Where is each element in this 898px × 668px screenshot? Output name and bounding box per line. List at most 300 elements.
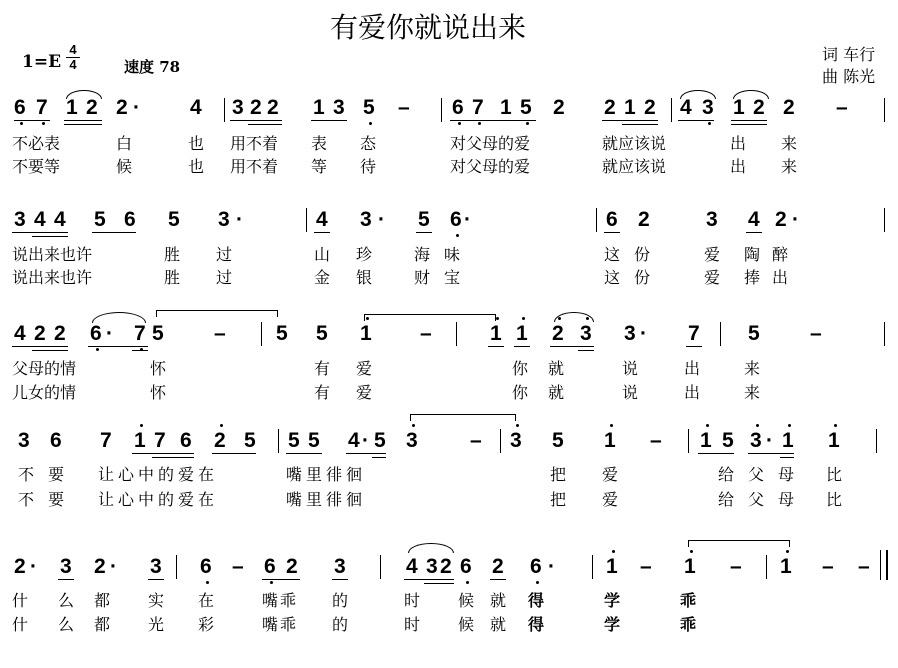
upper-octave-dot — [412, 424, 415, 427]
lyric: 给父 — [718, 465, 779, 484]
note: 1 — [782, 429, 794, 452]
lyric: 比 — [826, 490, 843, 509]
note: 3 — [334, 555, 346, 578]
upper-octave-dot — [612, 550, 615, 553]
beam-line — [372, 457, 386, 458]
beam-line — [780, 457, 794, 458]
barline — [224, 98, 225, 122]
lyric: 都 — [94, 615, 111, 634]
barline — [688, 429, 689, 453]
lyric: 爱 — [356, 359, 373, 378]
barline — [261, 322, 262, 346]
lyric: 的 — [332, 591, 349, 610]
note: 1 — [516, 322, 528, 345]
upper-octave-dot — [610, 424, 613, 427]
final-barline-thick — [886, 550, 888, 580]
tie — [156, 310, 278, 317]
note: 5 — [288, 429, 300, 452]
note: 3 — [60, 555, 72, 578]
beam-line — [12, 346, 68, 347]
lyric: 就 — [490, 591, 507, 610]
beam-line — [332, 579, 348, 580]
note: 5 — [308, 429, 320, 452]
upper-octave-dot — [786, 550, 789, 553]
note: 5 — [276, 322, 288, 345]
dot-extension: · — [106, 322, 113, 345]
lyric: 过 — [216, 268, 233, 287]
lyric: 时 — [404, 615, 421, 634]
note: 1 — [733, 96, 745, 119]
beam-line — [416, 232, 432, 233]
note: 6 — [14, 96, 26, 119]
note: 3 — [14, 208, 26, 231]
note: 4 — [190, 96, 202, 119]
lyric: 说出来也许 — [12, 245, 93, 264]
note: 3 — [706, 208, 718, 231]
note: 7 — [472, 96, 484, 119]
beam-line — [578, 350, 594, 351]
note: 7 — [100, 429, 112, 452]
note: 6 — [460, 555, 472, 578]
dash: – — [470, 429, 482, 452]
beam-line — [424, 583, 454, 584]
beam-line — [404, 579, 454, 580]
dot-extension: · — [236, 208, 243, 231]
lyric: 你 — [512, 359, 529, 378]
lyric: 来 — [744, 359, 761, 378]
dash: – — [836, 96, 848, 119]
slur — [680, 90, 716, 99]
lyric: 有 — [314, 383, 331, 402]
lyric: 白 — [116, 134, 133, 153]
note: 5 — [520, 96, 532, 119]
lyric: 学 — [604, 591, 621, 610]
beam-line — [286, 453, 322, 454]
note: 5 — [418, 208, 430, 231]
lyric: 就应该说 — [602, 157, 667, 176]
beam-line — [88, 346, 148, 347]
note: 3 — [18, 429, 30, 452]
lyric: 把 — [550, 490, 567, 509]
lyric: 陶 — [744, 245, 761, 264]
beam-line — [550, 346, 594, 347]
note: 1 — [313, 96, 325, 119]
dot-extension: · — [133, 96, 140, 119]
time-signature — [66, 44, 80, 71]
barline — [441, 98, 442, 122]
lyric: 时 — [404, 591, 421, 610]
dash: – — [858, 555, 870, 578]
note: 5 — [244, 429, 256, 452]
note: 1 — [134, 429, 146, 452]
dot-extension: · — [548, 555, 555, 578]
lyric: 怀 — [150, 359, 167, 378]
lyric: 把 — [550, 465, 567, 484]
note: 4 — [316, 208, 328, 231]
upper-octave-dot — [496, 317, 499, 320]
lyric: 就 — [548, 383, 565, 402]
note: 3 — [750, 429, 762, 452]
lyric: 母 — [778, 490, 795, 509]
dash: – — [420, 322, 432, 345]
note: 2 — [86, 96, 98, 119]
beam-line — [450, 120, 536, 121]
lower-octave-dot — [458, 122, 461, 125]
note: 2 — [34, 322, 46, 345]
note: 6 — [90, 322, 102, 345]
note: 5 — [94, 208, 106, 231]
note: 1 — [500, 96, 512, 119]
lyric: 银 — [356, 268, 373, 287]
barline — [380, 555, 381, 579]
slur — [733, 90, 769, 99]
beam-line — [602, 120, 658, 121]
note: 2 — [267, 96, 279, 119]
note: 5 — [152, 322, 164, 345]
lyric: 来 — [781, 134, 798, 153]
lyric: 母 — [778, 465, 795, 484]
lyric: 候 — [116, 157, 133, 176]
note: 4 — [14, 322, 26, 345]
lyric: 对父母的爱 — [450, 134, 531, 153]
time-signature-top: 4 — [69, 42, 77, 57]
note: 1 — [606, 555, 618, 578]
final-barline-thin — [880, 550, 881, 580]
beam-line — [686, 346, 702, 347]
beam-line — [248, 124, 282, 125]
dot-extension: · — [464, 208, 471, 231]
beam-line — [731, 124, 767, 125]
note: 4 — [680, 96, 692, 119]
lyric: 就 — [490, 615, 507, 634]
lyric: 实 — [148, 591, 165, 610]
note: 2 — [553, 96, 565, 119]
lyric: 有 — [314, 359, 331, 378]
note: 1 — [490, 322, 502, 345]
tempo-marking: 速度 78 — [124, 58, 181, 76]
upper-octave-dot — [706, 424, 709, 427]
beam-line — [148, 579, 164, 580]
note: 7 — [134, 322, 146, 345]
note: 6 — [50, 429, 62, 452]
lyric: 对父母的爱 — [450, 157, 531, 176]
lyric: 候 — [458, 615, 475, 634]
lyric: 爱 — [704, 245, 721, 264]
lyric: 你 — [512, 383, 529, 402]
lyric: 爱 — [356, 383, 373, 402]
lyric: 态 — [360, 134, 377, 153]
note: 1 — [624, 96, 636, 119]
lyric: 父母的情 — [12, 359, 77, 378]
dash: – — [730, 555, 742, 578]
barline — [176, 555, 177, 579]
lyric: 么 — [58, 591, 75, 610]
note: 3 — [624, 322, 636, 345]
note: 2 — [775, 208, 787, 231]
beam-line — [132, 453, 194, 454]
lyric: 彩 — [198, 615, 215, 634]
lyric: 就应该说 — [602, 134, 667, 153]
note: 6 — [264, 555, 276, 578]
barline — [884, 322, 885, 346]
note: 3 — [406, 429, 418, 452]
beam-line — [622, 124, 658, 125]
lyric: 儿女的情 — [12, 383, 77, 402]
barline — [884, 98, 885, 122]
lyric: 用不着 — [230, 134, 279, 153]
note: 1 — [66, 96, 78, 119]
beam-line — [212, 453, 256, 454]
note: 2 — [644, 96, 656, 119]
note: 2 — [783, 96, 795, 119]
barline — [596, 208, 597, 232]
lower-octave-dot — [708, 122, 711, 125]
lyric: 乖 — [680, 615, 697, 634]
note: 6 — [606, 208, 618, 231]
barline — [306, 208, 307, 232]
lyric: 等 — [311, 157, 328, 176]
note: 4 — [748, 208, 760, 231]
barline — [500, 429, 501, 453]
upper-octave-dot — [690, 550, 693, 553]
dash: – — [640, 555, 652, 578]
lyric: 出 — [684, 359, 701, 378]
beam-line — [488, 346, 504, 347]
barline — [884, 208, 885, 232]
lyric: 海味 — [414, 245, 475, 264]
note: 2 — [286, 555, 298, 578]
slur — [66, 90, 102, 99]
note: 3 — [426, 555, 438, 578]
barline — [456, 322, 457, 346]
lyric: 给父 — [718, 490, 779, 509]
lower-octave-dot — [96, 348, 99, 351]
lyric: 让心中的爱在 — [98, 465, 219, 484]
lyric: 嘴乖 — [262, 615, 299, 634]
dash: – — [810, 322, 822, 345]
lyric: 让心中的爱在 — [98, 490, 219, 509]
lower-octave-dot — [42, 122, 45, 125]
lyric: 说出来也许 — [12, 268, 93, 287]
beam-line — [12, 232, 68, 233]
lyric: 不要等 — [12, 157, 61, 176]
tie — [364, 314, 496, 321]
dot-extension: · — [362, 429, 369, 452]
note: 1 — [604, 429, 616, 452]
lyric: 在 — [198, 591, 215, 610]
lower-octave-dot — [478, 122, 481, 125]
beam-line — [230, 120, 282, 121]
note: 2 — [638, 208, 650, 231]
beam-line — [14, 120, 50, 121]
lower-octave-dot — [536, 581, 539, 584]
beam-line — [514, 346, 530, 347]
note: 4 — [54, 208, 66, 231]
note: 2 — [116, 96, 128, 119]
key-signature: 1=E — [22, 52, 62, 72]
lyric: 这份 — [604, 268, 665, 287]
dash: – — [650, 429, 662, 452]
upper-octave-dot — [834, 424, 837, 427]
beam-line — [32, 350, 68, 351]
beam-line — [262, 579, 300, 580]
note: 5 — [374, 429, 386, 452]
note: 2 — [14, 555, 26, 578]
dot-extension: · — [30, 555, 37, 578]
lyric: 醉 — [772, 245, 789, 264]
lyric: 乖 — [680, 591, 697, 610]
lyric: 表 — [311, 134, 328, 153]
note: 6 — [530, 555, 542, 578]
beam-line — [58, 579, 74, 580]
dash: – — [398, 96, 410, 119]
lyric: 的 — [332, 615, 349, 634]
barline — [592, 555, 593, 579]
note: 7 — [688, 322, 700, 345]
lyric: 用不着 — [230, 157, 279, 176]
note: 2 — [54, 322, 66, 345]
lyric: 来 — [781, 157, 798, 176]
lyric: 什 — [12, 615, 29, 634]
note: 5 — [168, 208, 180, 231]
time-signature-bottom: 4 — [69, 57, 77, 72]
lyric: 什 — [12, 591, 29, 610]
note: 2 — [440, 555, 452, 578]
lyric: 也 — [188, 157, 205, 176]
lyric: 出 — [772, 268, 789, 287]
lower-octave-dot — [526, 122, 529, 125]
tie — [410, 414, 516, 421]
upper-octave-dot — [516, 424, 519, 427]
song-title: 有爱你就说出来 — [330, 11, 527, 44]
note: 7 — [36, 96, 48, 119]
note: 5 — [363, 96, 375, 119]
lyric: 学 — [604, 615, 621, 634]
dot-extension: · — [640, 322, 647, 345]
lyric: 不必表 — [12, 134, 61, 153]
note: 5 — [316, 322, 328, 345]
note: 5 — [748, 322, 760, 345]
lyric: 么 — [58, 615, 75, 634]
note: 5 — [722, 429, 734, 452]
note: 2 — [492, 555, 504, 578]
lyric: 爱 — [602, 490, 619, 509]
lyric: 都 — [94, 591, 111, 610]
lyric: 得 — [528, 615, 545, 634]
dot-extension: · — [766, 429, 773, 452]
note: 6 — [124, 208, 136, 231]
lyric: 嘴里徘徊 — [286, 465, 367, 484]
note: 3 — [150, 555, 162, 578]
slur — [92, 312, 146, 323]
lyric: 就 — [548, 359, 565, 378]
barline — [671, 98, 672, 122]
lyric: 这份 — [604, 245, 665, 264]
beam-line — [748, 453, 794, 454]
dot-extension: · — [378, 208, 385, 231]
barline — [766, 555, 767, 579]
lower-octave-dot — [466, 581, 469, 584]
note: 2 — [214, 429, 226, 452]
note: 2 — [94, 555, 106, 578]
note: 6 — [450, 208, 462, 231]
lyric: 不要 — [18, 465, 79, 484]
upper-octave-dot — [220, 424, 223, 427]
lyric: 爱 — [704, 268, 721, 287]
lyric: 胜 — [164, 245, 181, 264]
lyric: 说 — [622, 383, 639, 402]
note: 1 — [684, 555, 696, 578]
lyric: 胜 — [164, 268, 181, 287]
beam-line — [132, 350, 148, 351]
note: 2 — [753, 96, 765, 119]
lyric: 光 — [148, 615, 165, 634]
lyric: 珍 — [356, 245, 373, 264]
lower-octave-dot — [270, 581, 273, 584]
beam-line — [64, 120, 102, 121]
beam-line — [314, 232, 330, 233]
beam-line — [32, 236, 68, 237]
note: 6 — [200, 555, 212, 578]
note: 1 — [360, 322, 372, 345]
barline — [278, 429, 279, 453]
note: 3 — [333, 96, 345, 119]
note: 4 — [34, 208, 46, 231]
note: 6 — [180, 429, 192, 452]
slur — [408, 543, 454, 553]
beam-line — [731, 120, 767, 121]
lower-octave-dot — [369, 122, 372, 125]
beam-line — [678, 120, 714, 121]
lyric: 说 — [622, 359, 639, 378]
barline — [720, 322, 721, 346]
note: 4 — [348, 429, 360, 452]
lyric: 怀 — [150, 383, 167, 402]
beam-line — [152, 457, 194, 458]
tie — [688, 540, 790, 547]
lower-octave-dot — [20, 122, 23, 125]
note: 3 — [218, 208, 230, 231]
lyric: 金 — [314, 268, 331, 287]
lyric: 不要 — [18, 490, 79, 509]
lyric: 捧 — [744, 268, 761, 287]
upper-octave-dot — [140, 424, 143, 427]
dash: – — [232, 555, 244, 578]
lyric: 过 — [216, 245, 233, 264]
beam-line — [490, 579, 506, 580]
note: 3 — [510, 429, 522, 452]
note: 2 — [604, 96, 616, 119]
note: 3 — [580, 322, 592, 345]
upper-octave-dot — [756, 424, 759, 427]
lyric: 爱 — [602, 465, 619, 484]
note: 5 — [552, 429, 564, 452]
note: 6 — [452, 96, 464, 119]
lower-octave-dot — [456, 234, 459, 237]
note: 4 — [406, 555, 418, 578]
composer-credit: 曲 陈光 — [822, 67, 876, 86]
note: 3 — [702, 96, 714, 119]
beam-line — [698, 453, 734, 454]
beam-line — [746, 232, 762, 233]
lyric: 来 — [744, 383, 761, 402]
dot-extension: · — [792, 208, 799, 231]
note: 3 — [360, 208, 372, 231]
lower-octave-dot — [206, 581, 209, 584]
note: 1 — [780, 555, 792, 578]
lyric: 出 — [730, 157, 747, 176]
lyric: 出 — [684, 383, 701, 402]
